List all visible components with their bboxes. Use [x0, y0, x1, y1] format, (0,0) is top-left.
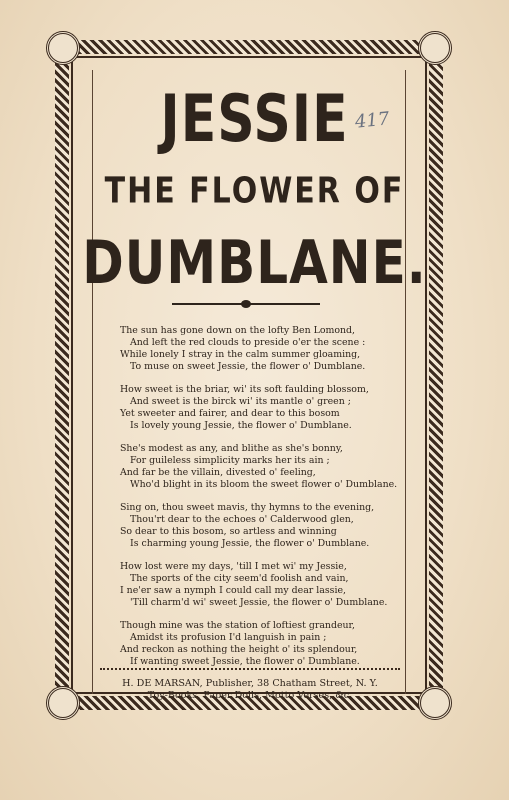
verse-line: The sports of the city seem'd foolish and vain,	[130, 573, 349, 584]
verse-line: 'Till charm'd wi' sweet Jessie, the flower o' Dumblane.	[130, 597, 388, 608]
handwritten-note: 417	[353, 108, 391, 133]
publisher-line: Toy-Books, Paper Dolls, Motto Verses, &c.	[147, 690, 353, 701]
title-the-flower-of: THE FLOWER OF	[104, 170, 405, 212]
verse-line: How lost were my days, 'till I met wi' my Jessie,	[120, 561, 347, 572]
verse-line: And far be the villain, divested o' feeling,	[120, 467, 316, 478]
verse-line: To muse on sweet Jessie, the flower o' Dumblane.	[130, 361, 366, 372]
verse-line: The sun has gone down on the lofty Ben Lomond,	[120, 325, 356, 336]
verse-line: How sweet is the briar, wi' its soft faulding blossom,	[120, 384, 369, 395]
publisher-imprint	[95, 678, 405, 702]
stanza-2	[120, 384, 410, 432]
verse-line: Amidst its profusion I'd languish in pain ;	[130, 632, 327, 643]
footer-divider	[100, 668, 400, 671]
verse-line: I ne'er saw a nymph I could call my dear lassie,	[120, 585, 346, 596]
stanza-5	[120, 561, 410, 609]
verse-line: Is lovely young Jessie, the flower o' Dumblane.	[130, 420, 352, 431]
corner-ornament-bottom-left	[46, 686, 80, 720]
verse-line: Is charming young Jessie, the flower o' Dumblane.	[130, 538, 370, 549]
publisher-line: H. DE MARSAN, Publisher, 38 Chatham Street, N. Y.	[122, 678, 378, 689]
verse-line: And sweet is the birck wi' its mantle o' green ;	[130, 396, 351, 407]
verse-line: Though mine was the station of loftiest grandeur,	[120, 620, 355, 631]
song-verses	[120, 325, 410, 679]
verse-line: Thou'rt dear to the echoes o' Calderwood glen,	[130, 514, 354, 525]
verse-line: And reckon as nothing the height o' its splendour,	[120, 644, 358, 655]
stanza-6	[120, 620, 410, 668]
verse-line: If wanting sweet Jessie, the flower o' Dumblane.	[130, 656, 360, 667]
verse-line: Who'd blight in its bloom the sweet flower o' Dumblane.	[130, 479, 398, 490]
title-jessie: JESSIE	[160, 82, 349, 157]
stanza-4	[120, 502, 410, 550]
verse-line: Yet sweeter and fairer, and dear to this bosom	[120, 408, 340, 419]
stanza-1	[120, 325, 410, 373]
title-dumblane: DUMBLANE.	[82, 228, 427, 298]
verse-line: Sing on, thou sweet mavis, thy hymns to the evening,	[120, 502, 375, 513]
verse-line: So dear to this bosom, so artless and winning	[120, 526, 337, 537]
stanza-3	[120, 443, 410, 491]
verse-line: While lonely I stray in the calm summer gloaming,	[120, 349, 361, 360]
corner-ornament-top-right	[418, 31, 452, 65]
verse-line: And left the red clouds to preside o'er the scene :	[130, 337, 366, 348]
corner-ornament-top-left	[46, 31, 80, 65]
verse-line: She's modest as any, and blithe as she's bonny,	[120, 443, 343, 454]
corner-ornament-bottom-right	[418, 686, 452, 720]
verse-line: For guileless simplicity marks her its ain ;	[130, 455, 330, 466]
divider-ornament	[241, 300, 251, 308]
